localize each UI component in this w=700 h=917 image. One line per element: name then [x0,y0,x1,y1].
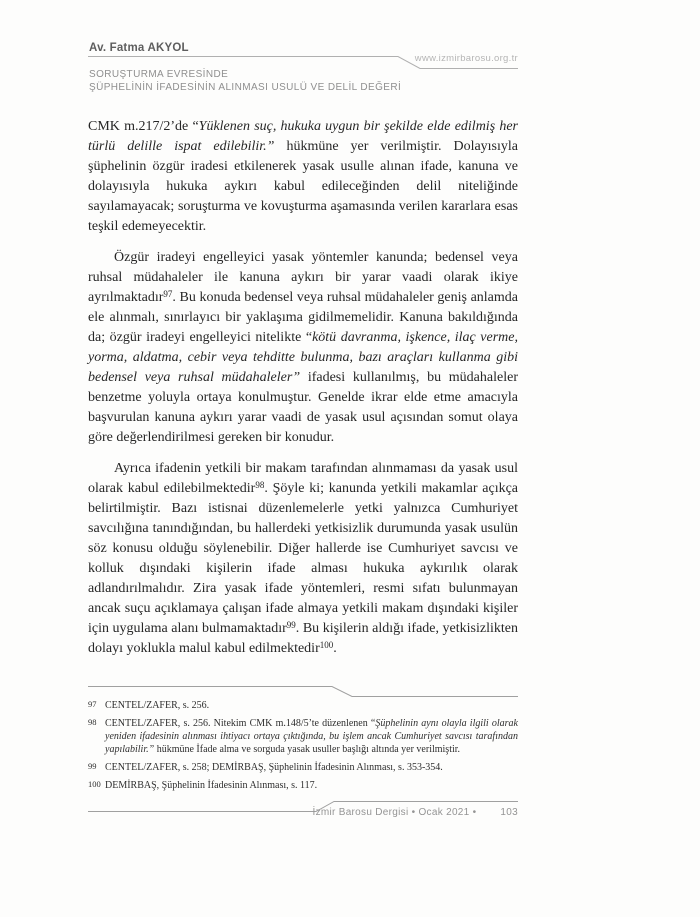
text-segment: . Şöyle ki; kanunda yetkili makamlar açıkça belirtilmiştir. Bazı istisnai düzenlemelerle yetki yalnızca Cumhuriyet savcılığına tanındığından, bu hallerdeki yetkisizlik durumunda yasak usulün söz konusu olduğu söylenebilir. Diğer hallerde ise Cumhuriyet savcısı ve kolluk dışındaki kişilerin ifade alması hukuka aykırılık olarak adlandırılmalıdır. Zira yasak ifade yöntemleri, resmi sıfatı bulunmayan ancak suçu açıklamaya çalışan ifade almaya yetkili makam dışındaki kişiler için uygulama alanı bulmamaktadır [88,481,519,636]
body-paragraph [88,459,518,659]
footnote [88,699,518,712]
text-segment: . [333,641,337,656]
text-segment: DEMİRBAŞ, Şüphelinin İfadesinin Alınması, s. 117. [105,780,318,791]
text-segment: . Bu konuda bedensel veya ruhsal müdahaleler geniş anlamda ele alınmalı, sınırlayıcı bir yaklaşıma gidilmemelidir. Kanuna bakıldığında da; özgür iradeyi engelleyici nitelikte “ [88,290,518,345]
footnote-reference: 100 [319,639,334,650]
footnote-number: 97 [88,699,97,709]
text-segment: Özgür iradeyi engelleyici yasak yöntemler kanunda; bedensel veya ruhsal müdahaleler ile kanuna aykırı bir yarar vaadi olarak ikiye ayrılmaktadır [88,250,518,305]
author-name: Av. Fatma AKYOL [89,42,189,54]
footnote-reference: 99 [286,619,296,630]
text-segment: ifadesi kullanılmış, bu müdahaleler benzetme yoluyla ortaya konulmuştur. Genelde ikrar elde etme amacıyla başvurulan kanuna aykırı yarar vaadi de yasak usul açısından somut olaya göre değerlendirilmesi gereken bir konudur. [88,370,518,445]
text-segment: Yüklenen suç, hukuka uygun bir şekilde elde edilmiş her türlü delille ispat edilebilir.” [88,119,519,154]
journal-issue-label: İzmir Barosu Dergisi • Ocak 2021 • [312,807,477,818]
text-segment: CENTEL/ZAFER, s. 256. Nitekim CMK m.148/5’te düzenlenen “ [105,718,376,729]
text-segment: CMK m.217/2’de “ [88,119,199,134]
footnote-separator-rule [88,685,519,698]
text-segment: CENTEL/ZAFER, s. 256. [105,700,210,711]
footnote-number: 98 [88,717,97,727]
journal-footer [88,807,518,818]
footnotes-list [88,699,518,797]
footnote [88,779,518,792]
article-title-line-2: ŞÜPHELİNİN İFADESİNİN ALINMASI USULÜ VE DELİL DEĞERİ [89,81,402,93]
footnote-reference: 97 [163,288,173,299]
body-paragraph [88,248,518,448]
body-paragraph [88,117,518,237]
footnote-number: 100 [88,779,101,789]
footnote-number: 99 [88,761,97,771]
footnote-text [105,779,518,792]
text-segment: Şüphelinin aynı olayla ilgili olarak yeniden ifadesinin alınması ihtiyacı ortaya çıktığında, bu işlem ancak Cumhuriyet savcısı tarafından yapılabilir.” [105,718,518,755]
page-number: 103 [500,807,518,818]
footnote-text [105,699,518,712]
body-paragraphs [88,117,518,659]
website-url: www.izmirbarosu.org.tr [414,53,518,64]
text-segment: kötü davranma, işkence, ilaç verme, yorma, aldatma, cebir veya tehditte bulunma, bazı araçları kullanma gibi bedensel veya ruhsal müdahaleler” [88,330,518,385]
text-segment: . Bu kişilerin aldığı ifade, yetkisizlikten dolayı yoklukla malul kabul edilmektedir [88,621,518,656]
article-title [89,69,401,94]
text-segment: Ayrıca ifadenin yetkili bir makam tarafından alınmaması da yasak usul olarak kabul edilebilmektedir [88,461,518,496]
text-segment: hükmüne yer verilmiştir. Dolayısıyla şüphelinin özgür iradesi etkilenerek yasak usulle alınan ifade, kanuna ve dolayısıyla hukuka aykırı kabul edileceğinden delil niteliğinde sayılamayacak; soruşturma ve kovuşturma aşamasında verilen kararlara esas teşkil edemeyecektir. [88,139,519,234]
article-title-line-1: SORUŞTURMA EVRESİNDE [89,69,229,80]
footnote-text [105,761,518,774]
footnote-reference: 98 [255,479,265,490]
footnote-text [105,717,518,756]
footnote [88,717,518,756]
text-segment: CENTEL/ZAFER, s. 258; DEMİRBAŞ, Şüphelinin İfadesinin Alınması, s. 353-354. [105,762,443,773]
footnote [88,761,518,774]
text-segment: hükmüne İfade alma ve sorguda yasak usuller başlığı altında yer verilmiştir. [154,744,461,755]
